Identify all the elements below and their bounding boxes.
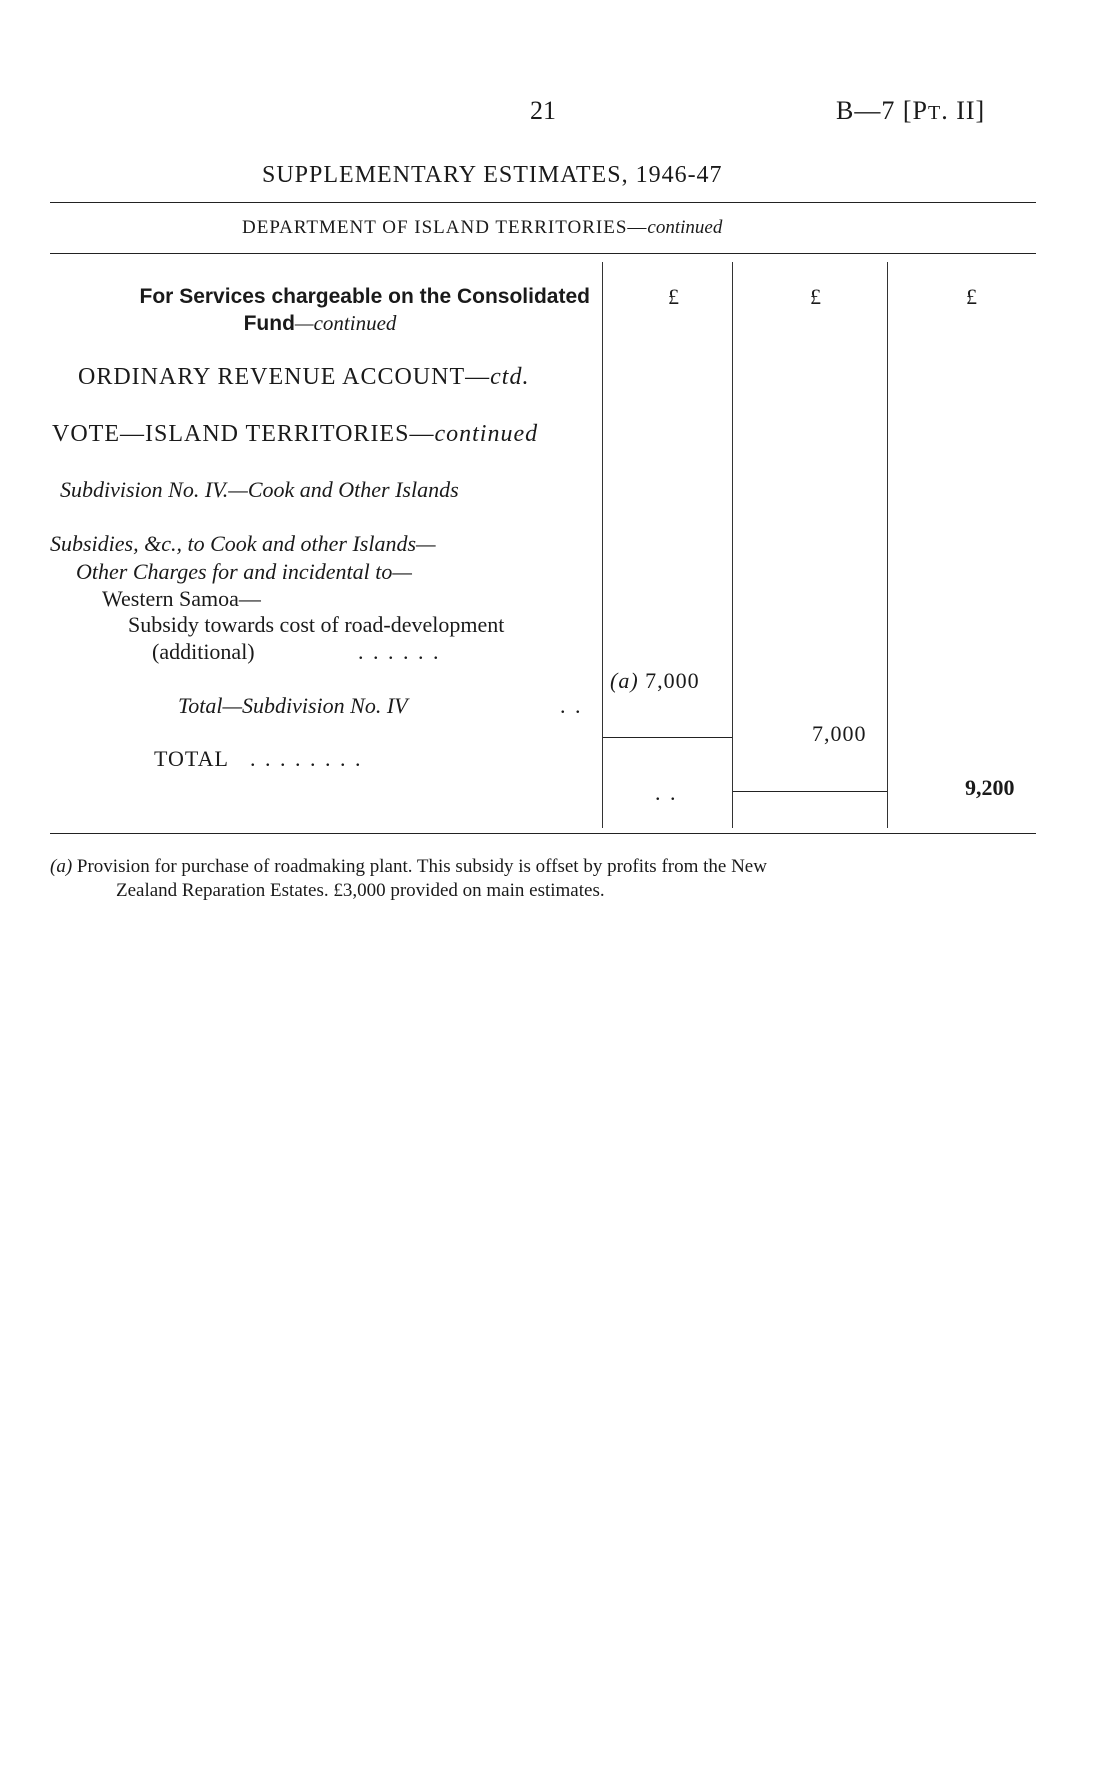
- account-ctd: ctd.: [490, 364, 530, 390]
- entry-note-marker: (a): [610, 668, 639, 693]
- total-subdivision-label: Total—Subdivision No. IV: [178, 693, 408, 718]
- entry-value: 7,000: [645, 668, 700, 693]
- subsidies-line: Subsidies, &c., to Cook and other Islands—: [50, 531, 436, 556]
- services-heading-fund: Fund: [243, 312, 295, 335]
- additional-line: (additional): [152, 639, 255, 664]
- table-top-rule: [50, 253, 1036, 254]
- vote-name: VOTE—ISLAND TERRITORIES—: [52, 421, 435, 447]
- services-heading-line1: For Services chargeable on the Consolidated: [139, 285, 590, 308]
- vote-heading: [52, 421, 538, 448]
- page-title: SUPPLEMENTARY ESTIMATES, 1946-47: [262, 162, 723, 188]
- services-heading-continued: —continued: [294, 311, 397, 335]
- account-heading: [78, 364, 529, 391]
- subtotal-rule: [603, 737, 732, 738]
- department-name: DEPARTMENT OF ISLAND TERRITORIES—: [242, 217, 648, 238]
- leader-dots: . . . . . . . .: [250, 746, 363, 771]
- subsidy-line: Subsidy towards cost of road-development: [128, 612, 505, 637]
- doc-ref-end: . II]: [941, 96, 986, 125]
- column-rule-1: [602, 262, 603, 828]
- footnote: [50, 855, 1040, 903]
- western-samoa-line: Western Samoa—: [102, 586, 261, 611]
- grand-total-value: 9,200: [965, 775, 1015, 800]
- subdivision-heading: Subdivision No. IV.—Cook and Other Islands: [60, 477, 459, 502]
- column-rule-3: [887, 262, 888, 828]
- services-heading: [50, 284, 590, 337]
- account-name: ORDINARY REVENUE ACCOUNT—: [78, 364, 491, 390]
- document-reference: [836, 96, 985, 126]
- leader-dots: . .: [560, 693, 583, 718]
- title-rule: [50, 202, 1036, 203]
- currency-col2: £: [810, 284, 821, 309]
- doc-ref-main: B—7 [P: [836, 96, 928, 125]
- department-continued: continued: [647, 217, 723, 238]
- total-col1-dots: . .: [655, 780, 678, 805]
- doc-ref-smallcaps: T: [927, 102, 942, 124]
- entry-amount: [610, 668, 700, 694]
- total-rule: [733, 791, 887, 792]
- other-charges-line: Other Charges for and incidental to—: [76, 559, 412, 584]
- currency-col3: £: [966, 284, 977, 309]
- footnote-line2: Zealand Reparation Estates. £3,000 provided on main estimates.: [116, 880, 605, 901]
- footnote-line1: Provision for purchase of roadmaking plant. This subsidy is offset by profits from the New: [76, 856, 767, 877]
- leader-dots: . . . . . .: [358, 639, 441, 664]
- table-bottom-rule: [50, 833, 1036, 834]
- currency-col1: £: [668, 284, 679, 309]
- page-number: 21: [530, 96, 556, 125]
- total-label: TOTAL: [154, 746, 229, 771]
- footnote-marker: (a): [50, 856, 73, 877]
- vote-continued: continued: [434, 421, 539, 447]
- department-heading: [242, 217, 722, 239]
- subdivision-total-value: 7,000: [812, 721, 867, 746]
- column-rule-2: [732, 262, 733, 828]
